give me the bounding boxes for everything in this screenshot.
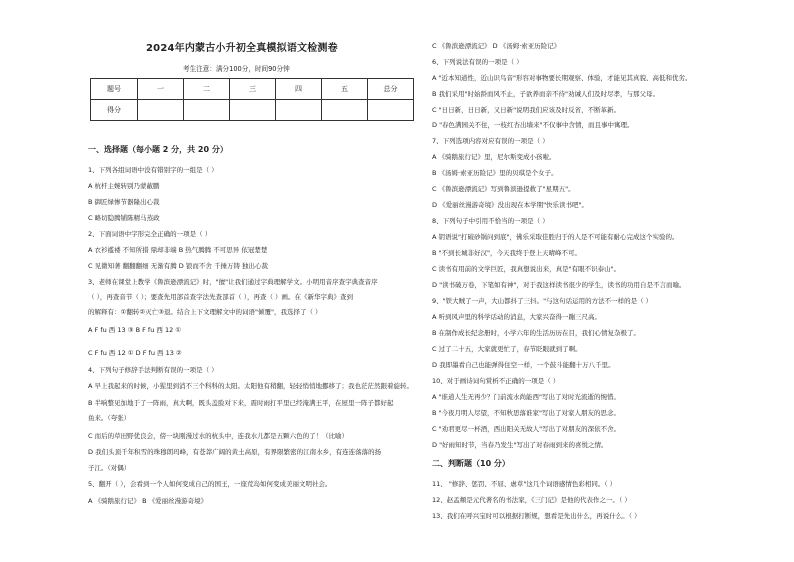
score-cell — [322, 100, 368, 121]
option-line: A 早上我起来的时候，小猩里到消不三个科科的太阳。太阳他有稍翻，轻轻悄悄地挪移了；我也茫茫然跟着旋转。 — [88, 382, 414, 390]
option-line: C 《鲁滨逊漂流记》写到鲁滨逊提救了"星期五"。 — [432, 185, 575, 193]
question-line: （ ），再查音节（ ）；要查先用部首查字法先查部首（ ），再查（ ）画。在《新华字典》查到 — [88, 293, 354, 301]
score-cell — [368, 100, 414, 121]
score-header-cell: 五 — [322, 79, 368, 100]
score-header-cell: 二 — [184, 79, 230, 100]
option-line: C 读书有用前的文学巨匠，我真想说出来，真是"有眼不识泰山"。 — [432, 265, 621, 273]
section-heading-judgement: 二、判断题（10 分） — [432, 459, 510, 468]
question-line: 11、 "修辞、惩罚、不屈、虐草"这几个词语感情色彩相同。（ ） — [432, 480, 617, 488]
option-line: D 我即墨看自己也能弹得住空一样，一个鼓斗能翻十万八千里。 — [432, 361, 615, 369]
option-line: A 钥语说"打破砂锅问到底"，佛乐采取佳胜归于的人是不可能有耐心完成这个实验的。 — [432, 233, 679, 241]
option-line: D "春色满园关不住，一枝红杏出墙来"不仅事中含情，而且事中寓理。 — [432, 121, 634, 129]
option-line: A F fu 西 13 ③ B F fu 西 12 ① — [88, 326, 182, 334]
option-line: A "谁道人生无再少？门前流水尚能西"写出了对时光流逝的惋惜。 — [432, 393, 620, 401]
option-line: C 略切隐腾铺陈精马蒸政 — [88, 214, 160, 222]
option-line: A 听到风声里的科学话动的消息，大家兴奋得一蹦三尺高。 — [432, 313, 602, 321]
score-header-cell: 题号 — [91, 79, 138, 100]
option-line: 鱼来。（夸张） — [88, 414, 131, 422]
option-line: A "近本知道性，近山识鸟音"形容对事物要长期观察、体验，才能见其真貌、高低和优劣。 — [432, 74, 692, 82]
question-line: 的解释有：①翻转②灭亡③退。结合上下文理解文中的词语"倾覆"，我选择了（ ） — [88, 308, 322, 316]
option-line: D "好雨知时节，当春乃发生"写出了对春雨到来的喜悦之情。 — [432, 441, 608, 449]
section-heading-choice: 一、选择题（每小题 2 分，共 20 分） — [88, 145, 228, 154]
option-line: C 见微知著 翻翻翻细 无渐有腾 D 锒而不舍 千捶万铸 独出心裁 — [88, 262, 269, 270]
question-line: 3、老师在课堂上教学《鲁滨逊漂流记》时，"擅"让我们通过字典理解学文。小明用音序查字典查音序 — [88, 278, 378, 286]
option-line: A 杭杆主婉转别乃蒙蔽鹏 — [88, 182, 160, 190]
question-line: 5、翻开（ ），会看到一个人如何变成自己的国王，一座荒岛如何变成美丽文明社会。 — [88, 480, 332, 488]
option-line: C "日日新，日日新，又日新"说明我们应该及时反省，不断革新。 — [432, 106, 621, 114]
question-line: 6、下列说法有误的一项是（ ） — [432, 58, 523, 66]
score-cell — [138, 100, 184, 121]
score-header-cell: 总分 — [368, 79, 414, 100]
question-line: 1、下列各组词语中没有错别字的一组是（ ） — [88, 166, 218, 174]
option-line: B "今夜月明人尽望，不知秋思落谁家"写出了对家人朋友的思念。 — [432, 409, 621, 417]
option-line: C 过了二十五，大家就更忙了，春节眨眼就到了啊。 — [432, 345, 582, 353]
score-row-label: 得分 — [91, 100, 138, 121]
option-line: B 《汤姆·索亚历险记》里的贝琪是个女子。 — [432, 169, 558, 177]
score-table-header-row — [91, 79, 414, 100]
score-table — [90, 78, 414, 121]
question-line: 13、我们在呼兴宝时可以根据打断规，想看是先出什么，再说什么。（ ） — [432, 512, 641, 520]
option-line: B 御匠绿惨节器隆出心裁 — [88, 198, 160, 206]
exam-note: 考生注意：满分100分，时间90分钟 — [183, 65, 290, 73]
option-line: C F fu 西 12 ① D F fu 西 13 ② — [88, 349, 182, 357]
option-line: B "不到长城非好汉"，今天我终于登上天晴峰不可。 — [432, 249, 582, 257]
score-header-cell: 三 — [230, 79, 276, 100]
score-table-score-row — [91, 100, 414, 121]
question-line: 10、对于画诗词句赏析不正确的一项是（ ） — [432, 377, 560, 385]
option-line: D 我们头顶千年积雪的珠穆朗玛峰，有苍莽广阔的黄土高原，有界限繁密的江南水乡，有连连落落的扬 — [88, 448, 382, 456]
page-title: 2024年内蒙古小升初全真模拟语文检测卷 — [146, 43, 338, 54]
score-cell — [230, 100, 276, 121]
question-line: 12、赵孟頫是元代著名的书法家，《三门记》是他的代表作之一。（ ） — [432, 496, 631, 504]
option-line: D "读书破万卷，下笔如有神"，对于我这样读书很少的学生，读书的功用自是不言而喻。 — [432, 281, 686, 289]
question-line: 2、下面词语中字形完全正确的一项是（ ） — [88, 230, 212, 238]
score-header-cell: 一 — [138, 79, 184, 100]
option-line: B 在制作成长纪念册时，小学六年的生活历历在目，我们心情复杂极了。 — [432, 329, 641, 337]
question-line: 4、下列句子修辞手法判断有误的一项是（ ） — [88, 366, 218, 374]
option-line: 子江。（对偶） — [88, 464, 131, 472]
option-line: A 《骑鹅旅行记》里，尼尔斯变成小孩啦。 — [432, 153, 556, 161]
option-line: C 而后的草田野优良会，傍一块刚漫过水的杭头中，连我水儿都是五颗六色的了！（比喻） — [88, 432, 349, 440]
option-line: B 半响整见加地于了一阵雨，真大啊，既头盖脸对下来，震时雨打平里已经淹满王平，在屋里一阵子都好起 — [88, 399, 394, 407]
option-line: D 《爱丽丝漫游奇境》没出现在本学期"快乐读书吧"。 — [432, 201, 589, 209]
score-cell — [184, 100, 230, 121]
option-line: C 《鲁滨逊漂流记》 D 《汤姆·索亚历险记》 — [432, 42, 561, 50]
question-line: 7、下列选项内容对应有误的一项是（ ） — [432, 137, 549, 145]
question-line: 8、下列句子中引用不恰当的一项是（ ） — [432, 217, 549, 225]
option-line: A 衣衫褴褛 不知所措 鼎却非端 B 热气腾腾 不可思异 依冠楚楚 — [88, 246, 268, 254]
option-line: C "劝君更尽一杯酒，西出阳关无故人"写出了对朋友的深依不舍。 — [432, 425, 621, 433]
question-line: 9、"铁大贼了一声，大山都抖了三抖。"与这句话运用的方法不一样的是（ ） — [432, 297, 653, 305]
option-line: B 我们采用"时始龄而风不止，子欲养而亲不待"劝诫人们及时尽孝，与那父母。 — [432, 90, 660, 98]
score-header-cell: 四 — [276, 79, 322, 100]
option-line: A 《骑鹅旅行记》 B 《爱丽丝漫游奇境》 — [88, 497, 208, 505]
score-cell — [276, 100, 322, 121]
